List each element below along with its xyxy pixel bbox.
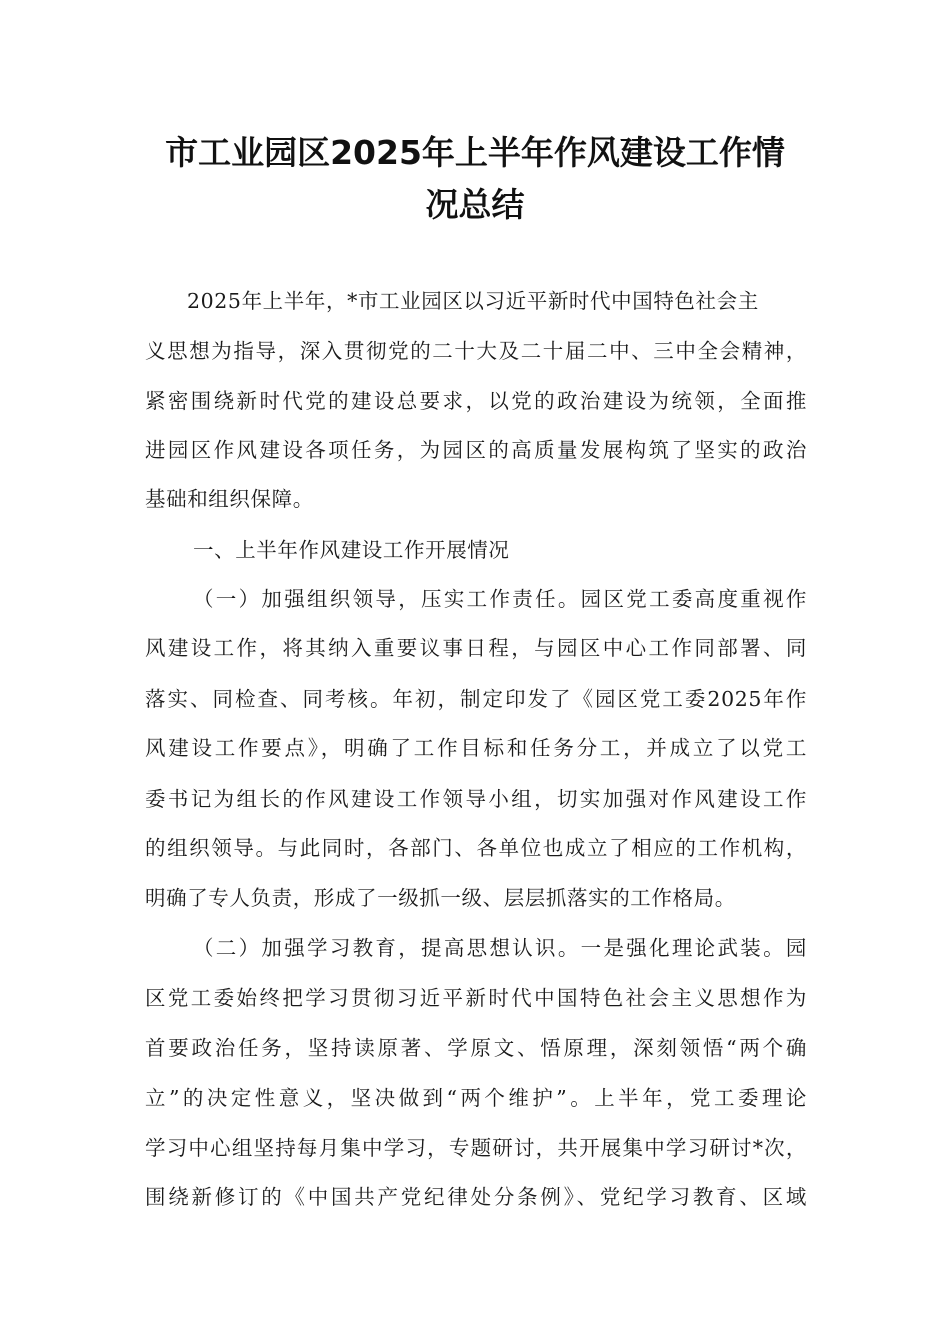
paragraph-line: 义思想为指导，深入贯彻党的二十大及二十届二中、三中全会精神，: [145, 339, 807, 363]
paragraph-line: 首要政治任务，坚持读原著、学原文、悟原理，深刻领悟“两个确: [145, 1036, 807, 1060]
paragraph-line: 紧密围绕新时代党的建设总要求，以党的政治建设为统领，全面推: [145, 389, 807, 413]
paragraph-line: （一）加强组织领导，压实工作责任。园区党工委高度重视作: [193, 587, 807, 611]
paragraph-line: 明确了专人负责，形成了一级抓一级、层层抓落实的工作格局。: [145, 886, 736, 910]
paragraph-line: 围绕新修订的《中国共产党纪律处分条例》、党纪学习教育、区域: [145, 1185, 807, 1209]
paragraph-line: 进园区作风建设各项任务，为园区的高质量发展构筑了坚实的政治: [145, 438, 807, 462]
paragraph-line: 基础和组织保障。: [145, 487, 314, 511]
paragraph-line: 立”的决定性意义，坚决做到“两个维护”。上半年，党工委理论: [145, 1086, 807, 1110]
paragraph-line: 风建设工作，将其纳入重要议事日程，与园区中心工作同部署、同: [145, 636, 807, 660]
paragraph-line: 的组织领导。与此同时，各部门、各单位也成立了相应的工作机构，: [145, 836, 807, 860]
paragraph-line: 学习中心组坚持每月集中学习，专题研讨，共开展集中学习研讨*次，: [145, 1136, 807, 1160]
paragraph-line: 风建设工作要点》，明确了工作目标和任务分工，并成立了以党工: [145, 736, 807, 760]
document-title-line-1: 市工业园区2025年上半年作风建设工作情: [165, 133, 785, 172]
paragraph-line: 区党工委始终把学习贯彻习近平新时代中国特色社会主义思想作为: [145, 986, 807, 1010]
section-heading: 一、上半年作风建设工作开展情况: [193, 538, 510, 562]
document-title-line-2: 况总结: [425, 185, 525, 224]
paragraph-line: 委书记为组长的作风建设工作领导小组，切实加强对作风建设工作: [145, 787, 807, 811]
paragraph-line: 落实、同检查、同考核。年初，制定印发了《园区党工委2025年作: [145, 687, 807, 711]
paragraph-line: （二）加强学习教育，提高思想认识。一是强化理论武装。园: [193, 936, 807, 960]
paragraph-line: 2025年上半年，*市工业园区以习近平新时代中国特色社会主: [187, 289, 759, 313]
